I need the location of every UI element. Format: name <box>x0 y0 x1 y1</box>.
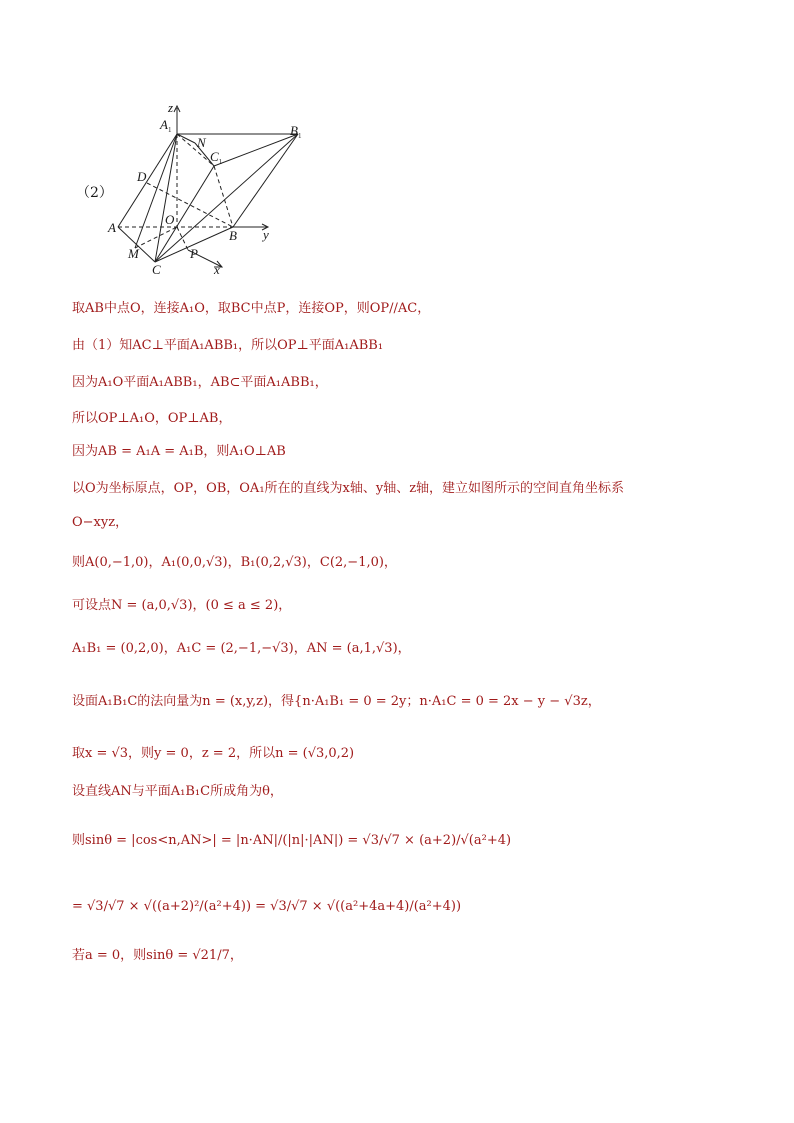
solution-line-7: O−xyz， <box>72 515 129 530</box>
point-p-label: P <box>190 246 198 261</box>
solution-line-6: 以O为坐标原点，OP，OB，OA₁所在的直线为x轴、y轴、z轴，建立如图所示的空间直角坐标系 <box>72 481 625 496</box>
axis-x-label: x <box>214 262 220 277</box>
solution-line-5: 因为AB = A₁A = A₁B，则A₁O⊥AB <box>72 444 286 459</box>
part-label: （2） <box>76 185 113 201</box>
solution-line-13: 设直线AN与平面A₁B₁C所成角为θ， <box>72 784 283 799</box>
solution-line-3: 因为A₁O平面A₁ABB₁，AB⊂平面A₁ABB₁， <box>72 375 328 390</box>
solution-line-11: 设面A₁B₁C的法向量为n = (x,y,z)，得{n·A₁B₁ = 0 = 2y；n·A₁C = 0 = 2x − y − √3z， <box>72 694 601 709</box>
solution-line-2: 由（1）知AC⊥平面A₁ABB₁，所以OP⊥平面A₁ABB₁ <box>72 338 384 353</box>
point-b-label: B <box>229 228 237 243</box>
c1-letter: C <box>210 149 219 164</box>
point-a1-label <box>160 117 171 134</box>
c1-sub: 1 <box>218 158 223 166</box>
point-n-label: N <box>197 135 206 150</box>
solution-line-14: 则sinθ = |cos<n,AN>| = |n·AN|/(|n|·|AN|) = √3/√7 × (a+2)/√(a²+4) <box>72 833 512 848</box>
point-c-label: C <box>152 262 161 277</box>
point-m-label: M <box>128 246 139 261</box>
b1-letter: B <box>290 123 298 138</box>
a1-letter: A <box>160 117 168 132</box>
solution-line-4: 所以OP⊥A₁O，OP⊥AB， <box>72 411 232 426</box>
solution-line-12: 取x = √3，则y = 0，z = 2，所以n = (√3,0,2) <box>72 746 355 761</box>
solution-line-16: 若a = 0，则sinθ = √21/7， <box>72 948 243 963</box>
point-c1-label <box>210 149 222 166</box>
axis-y-label: y <box>263 227 269 242</box>
solution-line-10: A₁B₁ = (0,2,0)，A₁C = (2,−1,−√3)，AN = (a,1,√3)， <box>72 641 411 656</box>
axis-z-label: z <box>168 100 174 115</box>
solution-line-15: = √3/√7 × √((a+2)²/(a²+4)) = √3/√7 × √((a²+4a+4)/(a²+4)) <box>72 899 462 914</box>
point-d-label: D <box>137 169 147 184</box>
solution-line-9: 可设点N = (a,0,√3)，(0 ≤ a ≤ 2)， <box>72 598 292 613</box>
a1-sub: 1 <box>167 126 172 134</box>
point-o-label: O <box>165 212 175 227</box>
solution-line-1: 取AB中点O，连接A₁O，取BC中点P，连接OP，则OP//AC， <box>72 301 431 316</box>
b1-sub: 1 <box>297 132 302 140</box>
solution-line-8: 则A(0,−1,0)，A₁(0,0,√3)，B₁(0,2,√3)，C(2,−1,0)， <box>72 555 397 570</box>
prism-diagram <box>0 0 794 300</box>
point-b1-label <box>290 123 301 140</box>
point-a-label: A <box>108 220 116 235</box>
